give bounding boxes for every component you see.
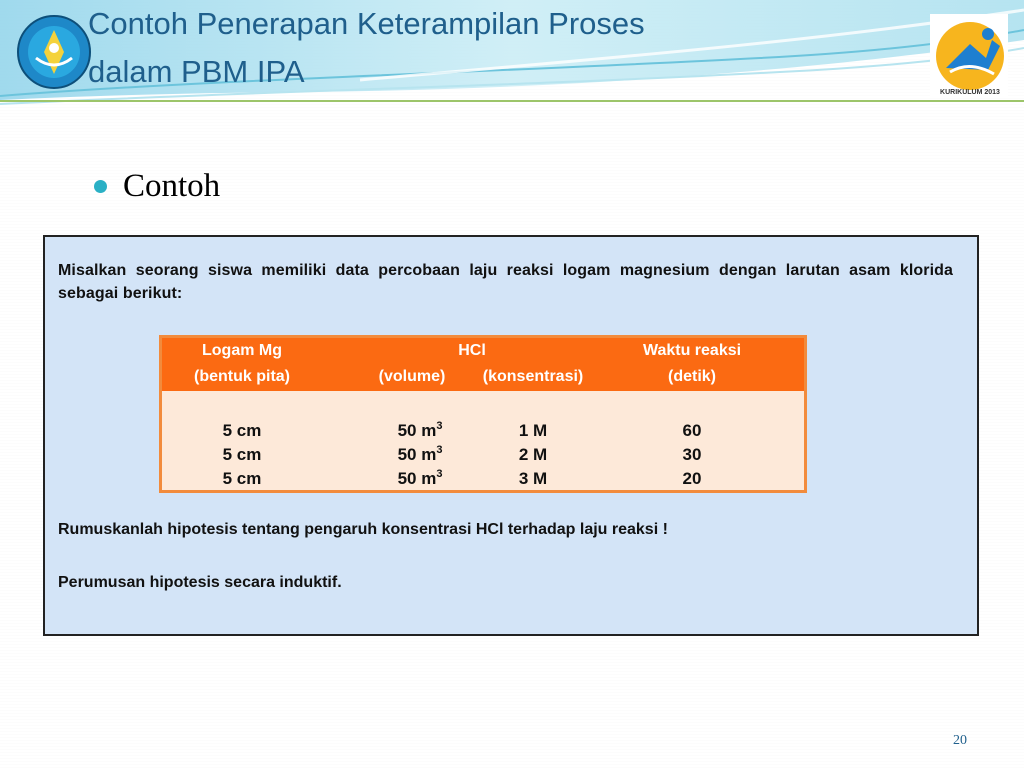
header-col2b-line2: (konsentrasi) (482, 368, 584, 385)
tut-wuri-handayani-logo (16, 12, 92, 92)
header-col1-line2: (bentuk pita) (194, 368, 290, 385)
cell-volume: 50 $m^3$ (397, 444, 443, 464)
slide-header (0, 0, 1024, 110)
cell-mg: 5 cm (222, 421, 262, 440)
example-box (43, 235, 979, 636)
cell-mg: 5 cm (222, 445, 262, 464)
header-col1-line1: Logam Mg (202, 342, 282, 359)
table-header (162, 338, 804, 391)
question-text: Rumuskanlah hipotesis tentang pengaruh konsentrasi HCl terhadap laju reaksi ! (58, 521, 668, 538)
title-line-2: dalam PBM IPA (88, 54, 305, 89)
bullet-item (94, 164, 220, 208)
cell-konsentrasi: 2 M (518, 445, 548, 464)
cell-volume: 50 $m^3$ (397, 468, 443, 488)
header-col3-line1: Waktu reaksi (642, 342, 742, 359)
cell-waktu: 30 (682, 445, 702, 464)
induktif-note: Perumusan hipotesis secara induktif. (58, 574, 342, 591)
cell-mg: 5 cm (222, 469, 262, 488)
header-col2a-line2: (volume) (378, 368, 446, 385)
kurikulum-logo-text: KURIKULUM 2013 (940, 89, 1000, 96)
page-number: 20 (953, 733, 967, 748)
cell-waktu: 60 (682, 421, 702, 440)
header-col3-line2: (detik) (668, 368, 716, 385)
title-line-1: Contoh Penerapan Keterampilan Proses (88, 6, 645, 41)
cell-waktu: 20 (682, 469, 702, 488)
cell-konsentrasi: 1 M (518, 421, 548, 440)
bullet-dot-icon (94, 180, 107, 193)
bullet-text: Contoh (123, 167, 221, 204)
cell-volume: 50 $m^3$ (397, 420, 443, 440)
header-col2-line1: HCl (458, 342, 486, 359)
cell-konsentrasi: 3 M (518, 469, 548, 488)
slide-title (88, 0, 788, 96)
kurikulum-2013-logo (930, 14, 1008, 98)
data-table (159, 335, 807, 493)
intro-paragraph: Misalkan seorang siswa memiliki data percobaan laju reaksi logam magnesium dengan larutan asam klorida sebagai berikut: (58, 262, 953, 302)
